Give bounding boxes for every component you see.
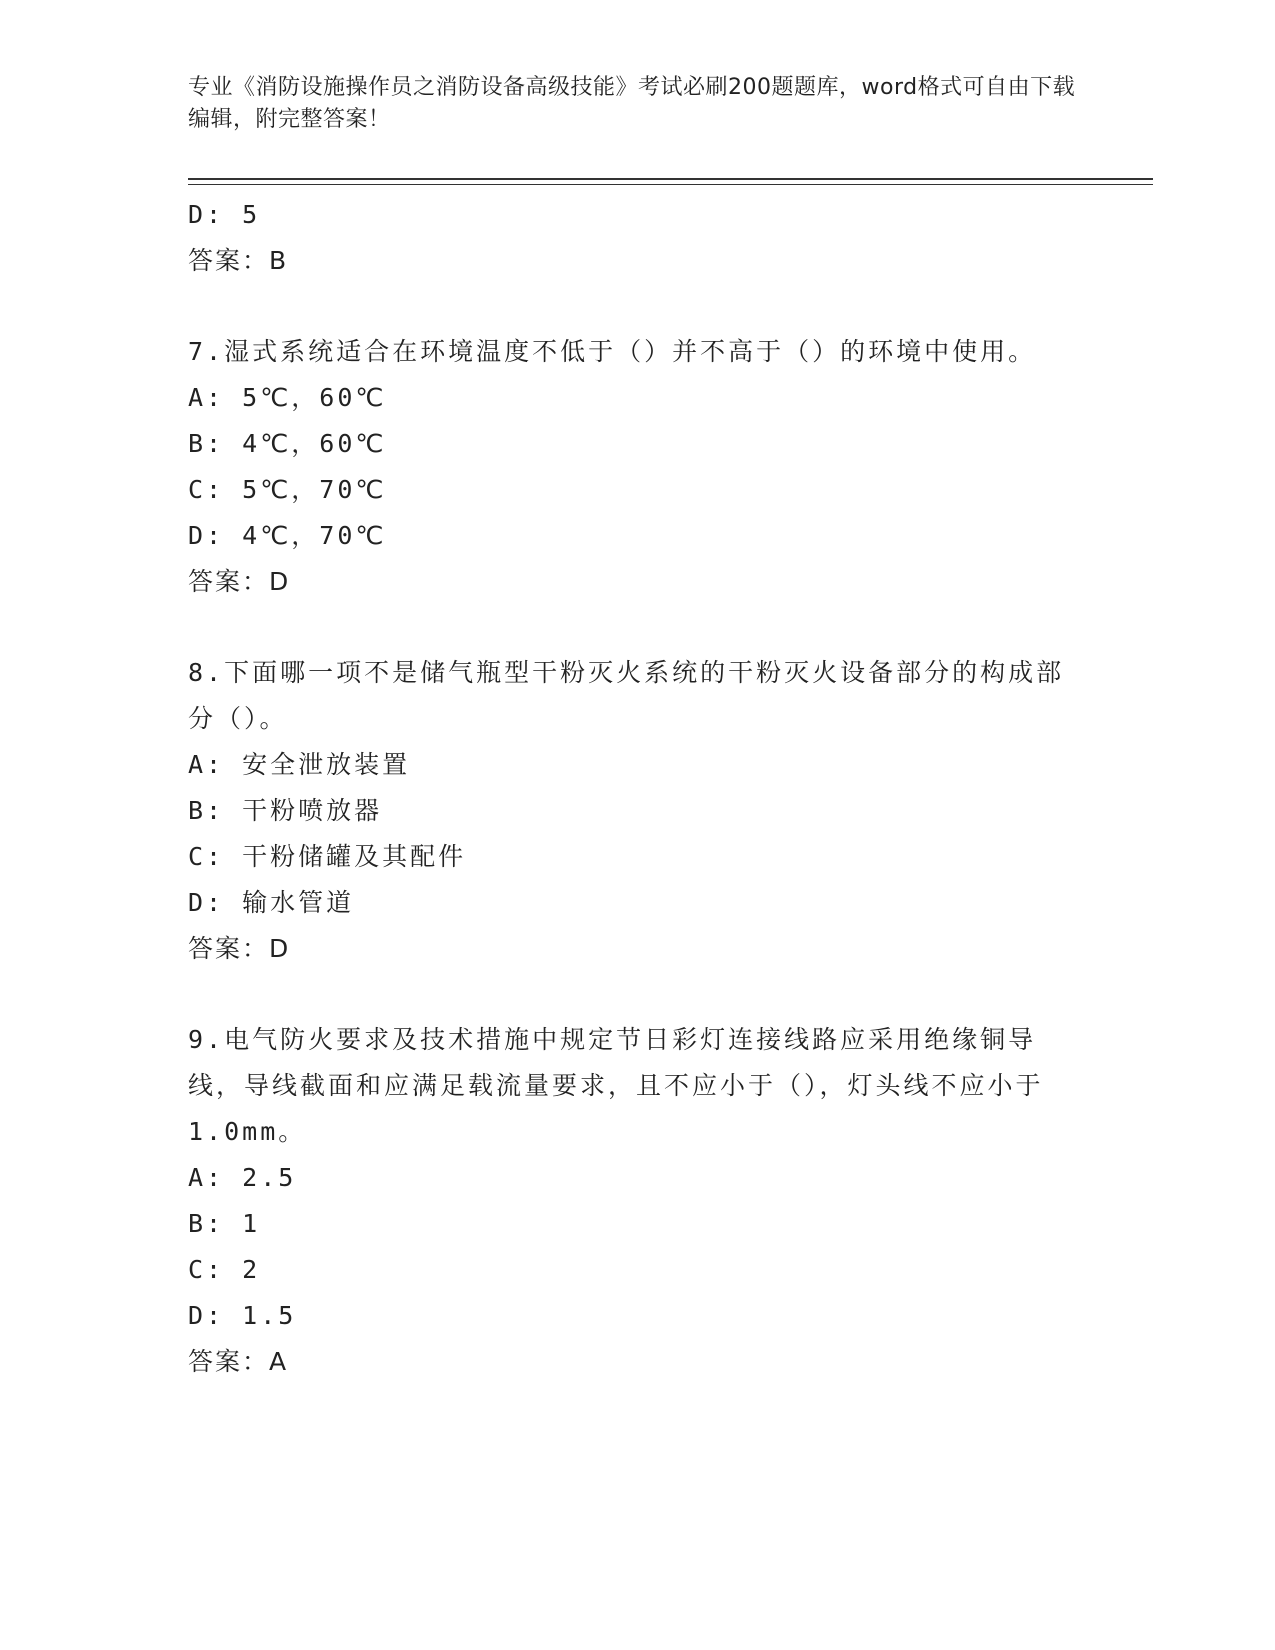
question-9 xyxy=(188,1017,1068,1385)
option-a: A: 2.5 xyxy=(188,1163,297,1192)
document-header: 专业《消防设施操作员之消防设备高级技能》考试必刷200题题库，word格式可自由下载编辑，附完整答案！ xyxy=(188,75,1076,132)
answer: 答案：D xyxy=(188,934,291,963)
option-b: B: 4℃，60℃ xyxy=(188,429,387,458)
option-d: D: 输水管道 xyxy=(188,888,355,917)
answer: 答案：D xyxy=(188,567,291,596)
option-a: A: 安全泄放装置 xyxy=(188,750,411,779)
question-text: 9.电气防火要求及技术措施中规定节日彩灯连接线路应采用绝缘铜导线，导线截面和应满足载流量要求，且不应小于（），灯头线不应小于1.0mm。 xyxy=(188,1025,1044,1146)
question-8 xyxy=(188,650,1068,972)
question-7 xyxy=(188,329,1068,605)
option-c: C: 5℃，70℃ xyxy=(188,475,387,504)
question-text: 8.下面哪一项不是储气瓶型干粉灭火系统的干粉灭火设备部分的构成部分（）。 xyxy=(188,658,1065,733)
answer: 答案：A xyxy=(188,1347,289,1376)
option-c: C: 干粉储罐及其配件 xyxy=(188,842,467,871)
option-b: B: 1 xyxy=(188,1209,261,1238)
option-c: C: 2 xyxy=(188,1255,261,1284)
header-divider-thin xyxy=(188,184,1153,185)
prev-answer: 答案：B xyxy=(188,246,289,275)
option-a: A: 5℃，60℃ xyxy=(188,383,387,412)
question-text: 7.湿式系统适合在环境温度不低于（）并不高于（）的环境中使用。 xyxy=(188,337,1037,366)
option-d: D: 4℃，70℃ xyxy=(188,521,387,550)
header-divider xyxy=(188,178,1153,180)
option-d: D: 1.5 xyxy=(188,1301,297,1330)
question-list xyxy=(188,192,1068,1385)
option-b: B: 干粉喷放器 xyxy=(188,796,383,825)
prev-option-d: D: 5 xyxy=(188,200,261,229)
